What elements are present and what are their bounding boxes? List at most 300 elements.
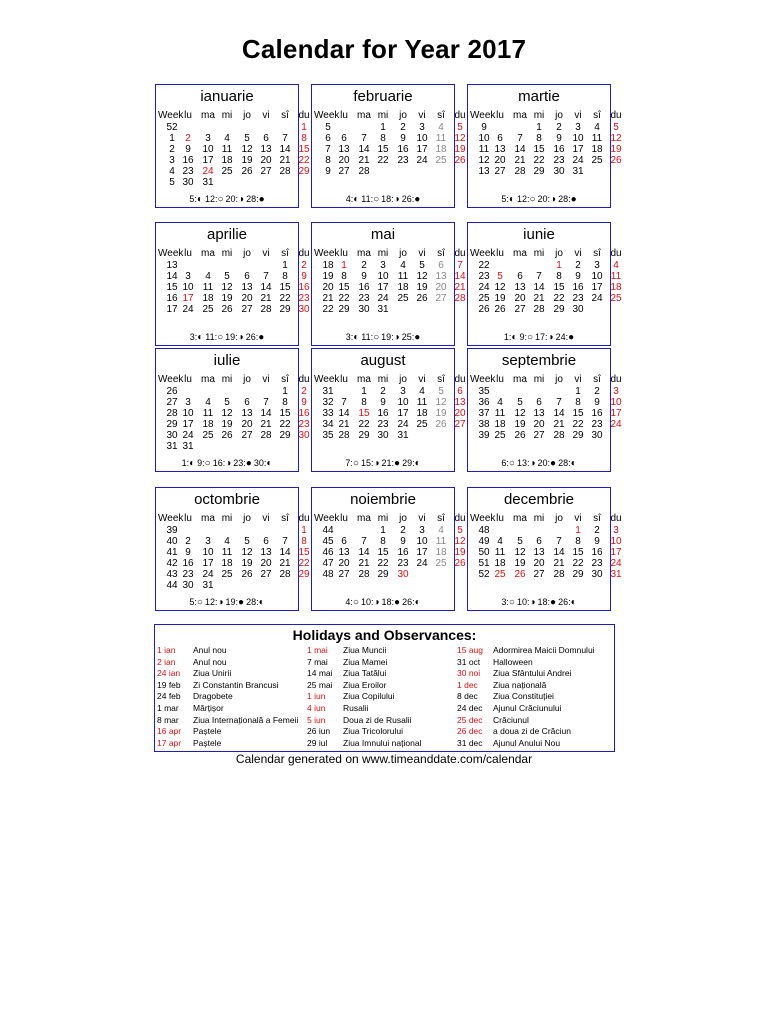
- moon-phases: [468, 331, 610, 343]
- week-number: 35: [478, 386, 490, 397]
- day-cell: 23: [591, 558, 603, 569]
- week-number: 32: [322, 397, 334, 408]
- moon-phase: [381, 193, 400, 206]
- holiday-date: 4 iun: [307, 702, 326, 713]
- moon-phase: [205, 331, 223, 344]
- day-cell: 6: [263, 133, 269, 144]
- day-cell: 29: [279, 430, 291, 441]
- day-cell: 9: [594, 536, 600, 547]
- holiday-date: 1 mai: [307, 645, 328, 655]
- day-cell: 8: [575, 536, 581, 547]
- day-cell: 30: [377, 430, 389, 441]
- day-cell: 29: [533, 166, 545, 177]
- day-cell: 13: [454, 397, 466, 408]
- week-number: 26: [166, 386, 178, 397]
- day-cell: 8: [536, 133, 542, 144]
- day-cell: 12: [454, 133, 466, 144]
- day-cell: 24: [397, 419, 409, 430]
- moon-date: 3:: [501, 597, 509, 607]
- week-row: [468, 525, 619, 536]
- day-cell: 6: [517, 271, 523, 282]
- weekday-label: ma: [357, 513, 371, 524]
- moon-phase: [558, 193, 577, 206]
- day-cell: 22: [358, 419, 370, 430]
- day-cell: 14: [260, 282, 272, 293]
- moon-phases: [312, 457, 454, 469]
- week-row: [468, 122, 619, 133]
- day-cell: 29: [298, 166, 310, 177]
- month-name: februarie: [353, 88, 413, 105]
- holiday-name: Ziua Eroilor: [343, 679, 387, 690]
- day-cell: 25: [435, 155, 447, 166]
- day-cell: 22: [377, 155, 389, 166]
- weekday-label: du: [454, 374, 466, 385]
- holiday-item: [307, 668, 421, 680]
- day-cell: 6: [536, 536, 542, 547]
- day-cell: 14: [514, 144, 526, 155]
- day-cell: 5: [438, 386, 444, 397]
- day-cell: 18: [202, 293, 214, 304]
- page-title: Calendar for Year 2017: [241, 34, 527, 64]
- day-cell: 9: [185, 144, 191, 155]
- day-cell: 26: [241, 166, 253, 177]
- day-cell: 4: [224, 133, 230, 144]
- moon-date: 5:: [189, 194, 197, 204]
- day-cell: 4: [205, 397, 211, 408]
- holiday-name: Zi Constantin Brancusi: [193, 679, 279, 690]
- week-row: [156, 536, 307, 547]
- day-cell: 12: [514, 408, 526, 419]
- week-header: Week: [314, 374, 340, 385]
- day-cell: 28: [279, 166, 291, 177]
- day-cell: 11: [435, 133, 447, 144]
- day-cell: 24: [591, 293, 603, 304]
- day-cell: 13: [338, 144, 350, 155]
- holiday-name: Paștele: [193, 726, 222, 737]
- holiday-date: 1 mar: [157, 702, 179, 713]
- week-number: 22: [478, 260, 490, 271]
- week-number: 23: [478, 271, 490, 282]
- week-row: [468, 155, 622, 166]
- day-cell: 7: [556, 397, 562, 408]
- day-cell: 28: [533, 304, 545, 315]
- week-number: 3: [169, 155, 175, 166]
- day-cell: 17: [416, 547, 428, 558]
- weekday-header: [468, 248, 622, 259]
- holiday-date: 26 iun: [307, 726, 331, 737]
- first-quarter-icon: ◐: [511, 332, 518, 343]
- weekday-label: vi: [262, 513, 270, 524]
- day-cell: 2: [380, 386, 386, 397]
- day-cell: 28: [358, 166, 370, 177]
- day-cell: 18: [435, 547, 447, 558]
- holiday-name: Ajunul Anului Nou: [493, 737, 561, 748]
- week-number: 44: [166, 580, 178, 591]
- day-cell: 14: [279, 144, 291, 155]
- footer-credit: Calendar generated on www.timeanddate.com/calendar: [235, 752, 533, 766]
- moon-phase: [205, 193, 224, 206]
- day-cell: 31: [610, 569, 622, 580]
- weekday-header: [312, 248, 466, 259]
- day-cell: 11: [221, 144, 233, 155]
- day-cell: 30: [591, 569, 603, 580]
- moon-date: 4:: [345, 597, 353, 607]
- week-row: [156, 408, 310, 419]
- day-cell: 1: [380, 525, 386, 536]
- week-number: 34: [322, 419, 334, 430]
- day-cell: 7: [282, 536, 288, 547]
- week-row: [156, 282, 310, 293]
- moon-phase: [226, 193, 245, 206]
- new-moon-icon: ●: [258, 332, 265, 343]
- week-number: 48: [322, 569, 334, 580]
- moon-date: 11:: [361, 332, 374, 342]
- moon-phases: [468, 596, 610, 608]
- first-quarter-icon: ◐: [414, 597, 421, 608]
- week-header: Week: [470, 110, 496, 121]
- holiday-date: 25 mai: [307, 679, 333, 690]
- moon-date: 26:: [558, 597, 571, 607]
- moon-date: 20:: [225, 194, 239, 204]
- day-cell: 22: [298, 155, 310, 166]
- day-cell: 23: [572, 293, 584, 304]
- weekday-label: jo: [399, 110, 407, 121]
- day-cell: 2: [400, 525, 406, 536]
- day-cell: 17: [416, 144, 428, 155]
- week-number: 28: [166, 408, 178, 419]
- day-cell: 26: [454, 558, 466, 569]
- day-cell: 15: [377, 547, 389, 558]
- day-cell: 3: [205, 536, 211, 547]
- day-cell: 10: [610, 397, 622, 408]
- day-cell: 13: [241, 408, 253, 419]
- moon-phases: [156, 193, 298, 205]
- day-cell: 19: [610, 144, 622, 155]
- week-row: [312, 558, 466, 569]
- day-cell: 7: [361, 536, 367, 547]
- first-quarter-icon: ◐: [570, 458, 577, 469]
- moon-phases: [312, 596, 454, 608]
- moon-phase: [190, 331, 204, 344]
- holiday-name: Anul nou: [193, 656, 227, 667]
- moon-phase: [189, 193, 203, 206]
- week-row: [468, 271, 622, 282]
- moon-phase: [558, 596, 577, 609]
- day-cell: 16: [298, 408, 310, 419]
- week-number: 22: [322, 304, 334, 315]
- day-cell: 14: [553, 408, 565, 419]
- weekday-label: sî: [437, 513, 445, 524]
- day-cell: 3: [419, 122, 425, 133]
- moon-date: 19:: [381, 332, 394, 342]
- moon-date: 5:: [501, 194, 509, 204]
- week-row: [156, 304, 310, 315]
- week-number: 33: [322, 408, 334, 419]
- day-cell: 31: [397, 430, 409, 441]
- day-cell: 7: [556, 536, 562, 547]
- day-cell: 22: [572, 419, 584, 430]
- month-iulie: [155, 348, 310, 472]
- day-cell: 23: [553, 155, 565, 166]
- day-cell: 1: [282, 260, 288, 271]
- day-cell: 8: [556, 271, 562, 282]
- moon-phase: [226, 596, 245, 609]
- day-cell: 18: [221, 558, 233, 569]
- day-cell: 20: [241, 293, 253, 304]
- week-number: 31: [322, 386, 334, 397]
- week-number: 9: [481, 122, 487, 133]
- week-number: 5: [325, 122, 331, 133]
- day-cell: 12: [241, 144, 253, 155]
- day-cell: 3: [185, 397, 191, 408]
- first-quarter-icon: ◐: [414, 458, 421, 469]
- month-septembrie: [467, 348, 622, 472]
- moon-date: 28:: [558, 194, 571, 204]
- day-cell: 9: [380, 397, 386, 408]
- weekday-header: [156, 374, 310, 385]
- holiday-date: 1 dec: [457, 679, 478, 690]
- week-header: Week: [314, 110, 340, 121]
- day-cell: 1: [361, 386, 367, 397]
- moon-phase: [246, 193, 265, 206]
- weekday-header: [468, 110, 622, 121]
- week-number: 27: [166, 397, 178, 408]
- first-quarter-icon: ◐: [258, 597, 265, 608]
- moon-phase: [402, 457, 421, 470]
- day-cell: 31: [202, 580, 214, 591]
- day-cell: 25: [416, 419, 428, 430]
- day-cell: 2: [594, 525, 600, 536]
- day-cell: 19: [221, 293, 233, 304]
- day-cell: 10: [202, 547, 214, 558]
- day-cell: 30: [182, 177, 194, 188]
- day-cell: 23: [397, 558, 409, 569]
- holiday-name: a doua zi de Crăciun: [493, 726, 571, 737]
- moon-phase: [361, 331, 379, 344]
- day-cell: 20: [533, 419, 545, 430]
- holiday-date: 24 feb: [157, 691, 181, 702]
- week-row: [312, 397, 466, 408]
- weekday-label: mi: [533, 513, 545, 524]
- month-februarie: [311, 84, 466, 208]
- week-row: [156, 430, 310, 441]
- day-cell: 15: [279, 408, 291, 419]
- day-cell: 19: [435, 408, 447, 419]
- moon-date: 16:: [212, 458, 226, 468]
- day-cell: 22: [279, 293, 291, 304]
- day-cell: 13: [241, 282, 253, 293]
- day-cell: 25: [221, 569, 233, 580]
- new-moon-icon: ●: [568, 332, 575, 343]
- day-cell: 20: [514, 293, 526, 304]
- holiday-date: 15 aug: [457, 645, 483, 655]
- day-cell: 24: [202, 166, 214, 177]
- month-name: iunie: [523, 226, 555, 243]
- day-cell: 19: [454, 547, 466, 558]
- day-cell: 6: [263, 536, 269, 547]
- week-row: [156, 441, 298, 452]
- weekday-label: lu: [496, 248, 504, 259]
- day-cell: 1: [536, 122, 542, 133]
- day-cell: 23: [377, 419, 389, 430]
- day-cell: 13: [260, 547, 272, 558]
- day-cell: 19: [241, 558, 253, 569]
- day-cell: 31: [182, 441, 194, 452]
- day-cell: 6: [497, 133, 503, 144]
- moon-date: 9:: [519, 332, 527, 342]
- day-cell: 27: [533, 430, 545, 441]
- day-cell: 1: [301, 525, 307, 536]
- day-cell: 18: [610, 282, 622, 293]
- day-cell: 2: [185, 133, 191, 144]
- holiday-item: [157, 645, 298, 657]
- day-cell: 19: [221, 419, 233, 430]
- day-cell: 4: [419, 386, 425, 397]
- weekday-header: [156, 110, 310, 121]
- day-cell: 20: [338, 558, 350, 569]
- day-cell: 21: [260, 419, 272, 430]
- moon-phases: [468, 457, 610, 469]
- weekday-header: [468, 513, 622, 524]
- day-cell: 8: [301, 133, 307, 144]
- day-cell: 16: [377, 408, 389, 419]
- day-cell: 9: [361, 271, 367, 282]
- month-martie: [467, 84, 622, 208]
- day-cell: 2: [400, 122, 406, 133]
- week-header: Week: [158, 248, 184, 259]
- last-quarter-icon: ◑: [529, 458, 536, 469]
- day-cell: 12: [454, 536, 466, 547]
- day-cell: 10: [416, 536, 428, 547]
- week-row: [312, 386, 463, 397]
- week-row: [468, 144, 622, 155]
- week-row: [468, 397, 622, 408]
- holiday-date: 8 dec: [457, 691, 478, 702]
- last-quarter-icon: ◑: [393, 332, 400, 343]
- weekday-label: ma: [201, 374, 215, 385]
- day-cell: 16: [572, 282, 584, 293]
- moon-date: 9:: [197, 458, 205, 468]
- full-moon-icon: ○: [373, 332, 380, 343]
- holiday-item: [307, 715, 421, 727]
- day-cell: 29: [553, 304, 565, 315]
- week-number: 49: [478, 536, 490, 547]
- holiday-date: 26 dec: [457, 726, 483, 737]
- day-cell: 12: [241, 547, 253, 558]
- week-number: 19: [322, 271, 334, 282]
- moon-phases: [156, 457, 298, 469]
- weekday-label: du: [298, 374, 310, 385]
- weekday-label: mi: [533, 248, 545, 259]
- holiday-name: Ajunul Crăciunului: [493, 702, 562, 713]
- day-cell: 16: [591, 408, 603, 419]
- holiday-date: 24 ian: [157, 668, 181, 679]
- moon-date: 5:: [189, 597, 197, 607]
- weekday-label: mi: [377, 374, 389, 385]
- day-cell: 13: [514, 282, 526, 293]
- week-number: 2: [169, 144, 175, 155]
- day-cell: 17: [610, 408, 622, 419]
- month-name: ianuarie: [200, 88, 254, 105]
- holiday-name: Ziua Constituției: [493, 691, 554, 702]
- day-cell: 19: [494, 293, 506, 304]
- moon-date: 11:: [205, 332, 218, 342]
- month-name: aprilie: [206, 226, 248, 243]
- day-cell: 21: [338, 419, 350, 430]
- day-cell: 6: [457, 386, 463, 397]
- day-cell: 11: [610, 271, 622, 282]
- moon-date: 12:: [204, 194, 218, 204]
- moon-phase: [361, 457, 380, 470]
- weekday-label: jo: [399, 513, 407, 524]
- moon-date: 18:: [381, 597, 395, 607]
- moon-phase: [501, 596, 515, 609]
- moon-phase: [346, 193, 360, 206]
- week-number: 12: [478, 155, 490, 166]
- moon-date: 1:: [503, 332, 512, 342]
- week-number: 8: [325, 155, 331, 166]
- holiday-date: 17 apr: [157, 737, 182, 748]
- day-cell: 6: [438, 260, 444, 271]
- week-number: 46: [322, 547, 334, 558]
- weekday-label: lu: [496, 110, 504, 121]
- day-cell: 3: [400, 386, 406, 397]
- week-header: Week: [158, 110, 184, 121]
- day-cell: 11: [435, 536, 447, 547]
- month-august: [311, 348, 466, 472]
- week-row: [156, 293, 310, 304]
- day-cell: 15: [358, 408, 370, 419]
- day-cell: 27: [260, 166, 272, 177]
- moon-date: 26:: [245, 332, 259, 342]
- moon-phase: [246, 596, 265, 609]
- last-quarter-icon: ◑: [225, 458, 232, 469]
- moon-phase: [233, 457, 252, 470]
- month-aprilie: [155, 222, 310, 346]
- moon-date: 1:: [181, 458, 190, 468]
- day-cell: 1: [282, 386, 288, 397]
- weekday-label: du: [298, 513, 310, 524]
- week-row: [468, 408, 622, 419]
- day-cell: 30: [182, 580, 194, 591]
- moon-phases: [156, 596, 298, 608]
- day-cell: 11: [221, 547, 233, 558]
- day-cell: 11: [202, 282, 214, 293]
- weekday-label: jo: [243, 374, 251, 385]
- weekday-label: ma: [357, 110, 371, 121]
- day-cell: 29: [338, 304, 350, 315]
- day-cell: 2: [301, 260, 307, 271]
- moon-date: 10:: [360, 597, 374, 607]
- moon-phase: [538, 457, 557, 470]
- day-cell: 12: [494, 282, 506, 293]
- week-row: [312, 122, 463, 133]
- week-number: 7: [325, 144, 331, 155]
- day-cell: 23: [298, 419, 310, 430]
- weekday-label: ma: [201, 110, 215, 121]
- day-cell: 12: [610, 133, 622, 144]
- week-number: 51: [478, 558, 490, 569]
- moon-date: 26:: [402, 597, 415, 607]
- weekday-label: ma: [513, 374, 527, 385]
- day-cell: 18: [202, 419, 214, 430]
- day-cell: 13: [533, 408, 545, 419]
- day-cell: 1: [575, 525, 581, 536]
- last-quarter-icon: ◑: [237, 332, 244, 343]
- week-number: 16: [166, 293, 178, 304]
- week-number: 26: [478, 304, 490, 315]
- weekday-label: ma: [357, 248, 371, 259]
